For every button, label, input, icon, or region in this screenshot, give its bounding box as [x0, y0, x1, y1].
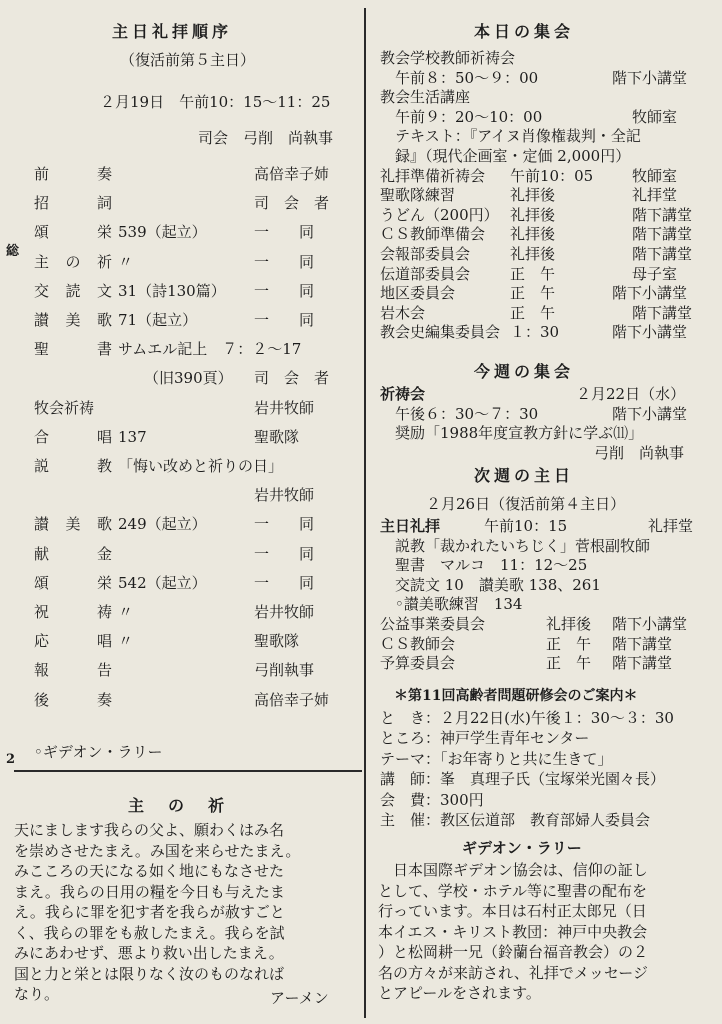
week-title: 今週の集会 [474, 362, 575, 381]
today-item-time: 礼拝後 [510, 186, 556, 205]
today-item-time: 礼拝後 [510, 205, 556, 224]
order-item-content: 〃 [118, 252, 134, 271]
order-item-person: 高倍幸子姉 [254, 690, 330, 709]
today-item-time: 礼拝後 [510, 225, 556, 244]
week-item-date: ２月22日（水） [576, 385, 686, 403]
next-item-time: 正 午 [546, 634, 592, 653]
seminar-line: と き：２月22日(水)午後１：30～３：30 [380, 709, 674, 727]
today-item-place: 母子室 [632, 264, 678, 283]
today-item-time: 礼拝後 [510, 245, 556, 263]
seminar-line: 会 費：300円 [380, 790, 484, 809]
seminar-line: 主 催：教区伝道部 教育部婦人委員会 [380, 811, 651, 829]
next-date: ２月26日（復活前第４主日） [426, 495, 626, 513]
seminar-line: 講 師：峯 真理子氏（宝塚栄光園々長） [380, 770, 666, 789]
week-item-place: 階下小講堂 [612, 404, 688, 423]
today-item-place: 階下小講堂 [612, 323, 688, 342]
today-item-place: 階下小講堂 [612, 284, 688, 303]
today-item-place: 階下小講堂 [612, 68, 688, 87]
gideon-note: ◦ギデオン・ラリー [34, 743, 163, 761]
today-item-place: 階下講堂 [632, 303, 693, 322]
order-item-content: 71（起立） [118, 311, 198, 329]
amen: アーメン [270, 989, 329, 1007]
today-item-place: 牧師室 [632, 107, 678, 126]
next-item: 聖書 マルコ 11：12～25 [380, 556, 588, 575]
order-item-person: 一 同 [254, 515, 315, 534]
order-item-person: 一 同 [254, 311, 315, 329]
order-item-label: 後 奏 [34, 690, 112, 709]
order-item-label: 頌 栄 [34, 223, 112, 242]
order-item-label: 献 金 [34, 544, 112, 563]
today-item: ＣＳ教師準備会 [380, 225, 486, 244]
next-item-place: 階下小講堂 [612, 615, 688, 633]
order-item-person: 高倍幸子姉 [254, 165, 330, 183]
order-item-content: 137 [118, 427, 147, 446]
order-item-content: 539（起立） [118, 223, 207, 242]
week-item: 祈祷会 [380, 385, 426, 403]
today-item-place: 階下講堂 [632, 225, 693, 244]
order-item-label: 報 告 [34, 661, 112, 680]
order-item-person: 聖歌隊 [254, 632, 300, 651]
order-item-label: 主 の 祈 [34, 252, 112, 271]
today-item-time: 午前10：05 [510, 166, 594, 185]
order-title: 主日礼拝順序 [112, 22, 233, 41]
order-item-person: 弓削執事 [254, 661, 315, 680]
today-item-time: 正 午 [510, 303, 556, 322]
today-item: 午前９：20～10：00 [380, 107, 543, 126]
order-item-label: 祝 祷 [34, 603, 112, 621]
next-item: 予算委員会 [380, 654, 456, 673]
order-item-person: 一 同 [254, 544, 315, 563]
order-item-content: （旧390頁） [144, 369, 233, 388]
order-item-person: 岩井牧師 [254, 486, 315, 505]
today-item-place: 牧師室 [632, 166, 678, 185]
next-item-time: 正 午 [546, 654, 592, 673]
order-item-label: 合 唱 [34, 427, 112, 446]
service-datetime: ２月19日 午前10：15～11：25 [100, 93, 331, 111]
order-item-person: 岩井牧師 [254, 603, 315, 621]
order-item-content: 542（起立） [118, 573, 207, 592]
order-item-person: 司 会 者 [254, 369, 330, 388]
next-item-place: 階下講堂 [612, 634, 673, 653]
next-item: ＣＳ教師会 [380, 634, 456, 653]
next-item: 説教「裁かれたいちじく」菅根副牧師 [380, 536, 651, 555]
margin-mark: 2 [6, 752, 16, 767]
today-item-time: １：30 [510, 323, 560, 342]
order-item-label: 讃 美 歌 [34, 311, 112, 329]
today-item: テキスト：『アイヌ肖像権裁判・全記 [380, 127, 641, 146]
column-divider [364, 8, 366, 1018]
today-item: うどん（200円） [380, 205, 499, 224]
today-item-time: 正 午 [510, 284, 556, 303]
today-item: 録』（現代企画室・定価 2,000円） [380, 147, 631, 165]
today-item-place: 階下講堂 [632, 205, 693, 224]
next-item: ◦讃美歌練習 134 [380, 595, 523, 614]
week-item-place: 弓削 尚執事 [594, 443, 685, 462]
gideon-text: 日本国際ギデオン協会は、信仰の証し として、学校・ホテル等に聖書の配布を 行っています。本日は石村正太郎兄（日 本イエス・キリスト教団：神戸中央教会 ）と松岡耕一兄（鈴蘭台福音教会）の２ 名の方々が来訪され、礼拝でメッセージ とアピールをされます。 [378, 861, 649, 1002]
order-item-label: 招 詞 [34, 194, 112, 213]
lords-prayer-text: 天にまします我らの父よ、願わくはみ名 を崇めさせたまえ。み国を来らせたまえ。 みこころの天になる如く地にもなさせた まえ。我らの日用の糧を今日も与えたま え。我らに罪を犯す者を我らが赦すごと く、我らの罪をも赦したまえ。我らを試 みにあわせず、悪より救い出したまえ。 国と力と栄とは限りなく汝のものなれば なり。 [14, 821, 301, 1003]
order-item-content: 「悔い改めと祈りの日」 [118, 457, 284, 475]
today-title: 本日の集会 [474, 22, 575, 41]
order-subtitle: （復活前第５主日） [120, 51, 256, 69]
today-item: 教会史編集委員会 [380, 323, 501, 342]
order-item-label: 交 読 文 [34, 281, 112, 300]
order-item-person: 岩井牧師 [254, 398, 315, 417]
order-item-label: 牧会祈祷 [34, 398, 95, 417]
today-item-time: 正 午 [510, 264, 556, 283]
order-item-content: 31（詩130篇） [118, 281, 226, 300]
today-item: 教会学校教師祈祷会 [380, 49, 516, 67]
order-item-label: 説 教 [34, 457, 112, 475]
order-item-person: 一 同 [254, 281, 315, 300]
next-item: 主日礼拝 [380, 517, 441, 535]
order-item-label: 聖 書 [34, 340, 112, 359]
next-item: 交読文 10 讃美歌 138、261 [380, 575, 601, 594]
order-item-person: 一 同 [254, 252, 315, 271]
order-item-person: 司 会 者 [254, 194, 330, 213]
today-item: 岩木会 [380, 303, 426, 322]
order-item-person: 一 同 [254, 223, 315, 242]
today-item: 礼拝準備祈祷会 [380, 166, 486, 185]
seminar-line: ところ：神戸学生青年センター [380, 729, 590, 748]
gideon-title: ギデオン・ラリー [462, 839, 582, 857]
order-item-label: 頌 栄 [34, 573, 112, 592]
today-item: 伝道部委員会 [380, 264, 471, 283]
order-item-person: 一 同 [254, 573, 315, 592]
today-item-place: 礼拝堂 [632, 186, 678, 205]
today-item: 地区委員会 [380, 284, 456, 303]
seminar-line: テーマ：「お年寄りと共に生きて」 [380, 749, 613, 768]
today-item-place: 階下講堂 [632, 245, 693, 263]
next-title: 次週の主日 [474, 466, 575, 485]
next-item-place: 礼拝堂 [648, 517, 694, 535]
today-item: 会報部委員会 [380, 245, 471, 263]
week-item: 午後６：30～７：30 [380, 404, 539, 423]
order-item-label: 讃 美 歌 [34, 515, 112, 534]
today-item: 聖歌隊練習 [380, 186, 456, 205]
margin-mark: 総 [6, 244, 20, 259]
order-item-content: サムエル記上 ７：２～17 [118, 340, 302, 359]
today-item: 午前８：50～９：00 [380, 68, 539, 87]
presider: 司会 弓削 尚執事 [198, 129, 334, 147]
next-item-place: 階下講堂 [612, 654, 673, 673]
prayer-title: 主 の 祈 [128, 796, 229, 815]
next-item-time: 礼拝後 [546, 615, 592, 633]
order-item-content: 〃 [118, 603, 134, 621]
today-item: 教会生活講座 [380, 88, 471, 107]
order-item-label: 前 奏 [34, 165, 112, 183]
next-item-time: 午前10：15 [484, 517, 568, 535]
order-item-content: 249（起立） [118, 515, 207, 534]
order-item-person: 聖歌隊 [254, 427, 300, 446]
next-item: 公益事業委員会 [380, 615, 486, 633]
order-item-content: 〃 [118, 632, 134, 651]
seminar-title: ＊第11回高齢者問題研修会のご案内＊ [394, 688, 638, 704]
section-divider [14, 770, 362, 772]
order-item-label: 応 唱 [34, 632, 112, 651]
week-item: 奨励「1988年度宣教方針に学ぶ⑾」 [380, 424, 644, 443]
